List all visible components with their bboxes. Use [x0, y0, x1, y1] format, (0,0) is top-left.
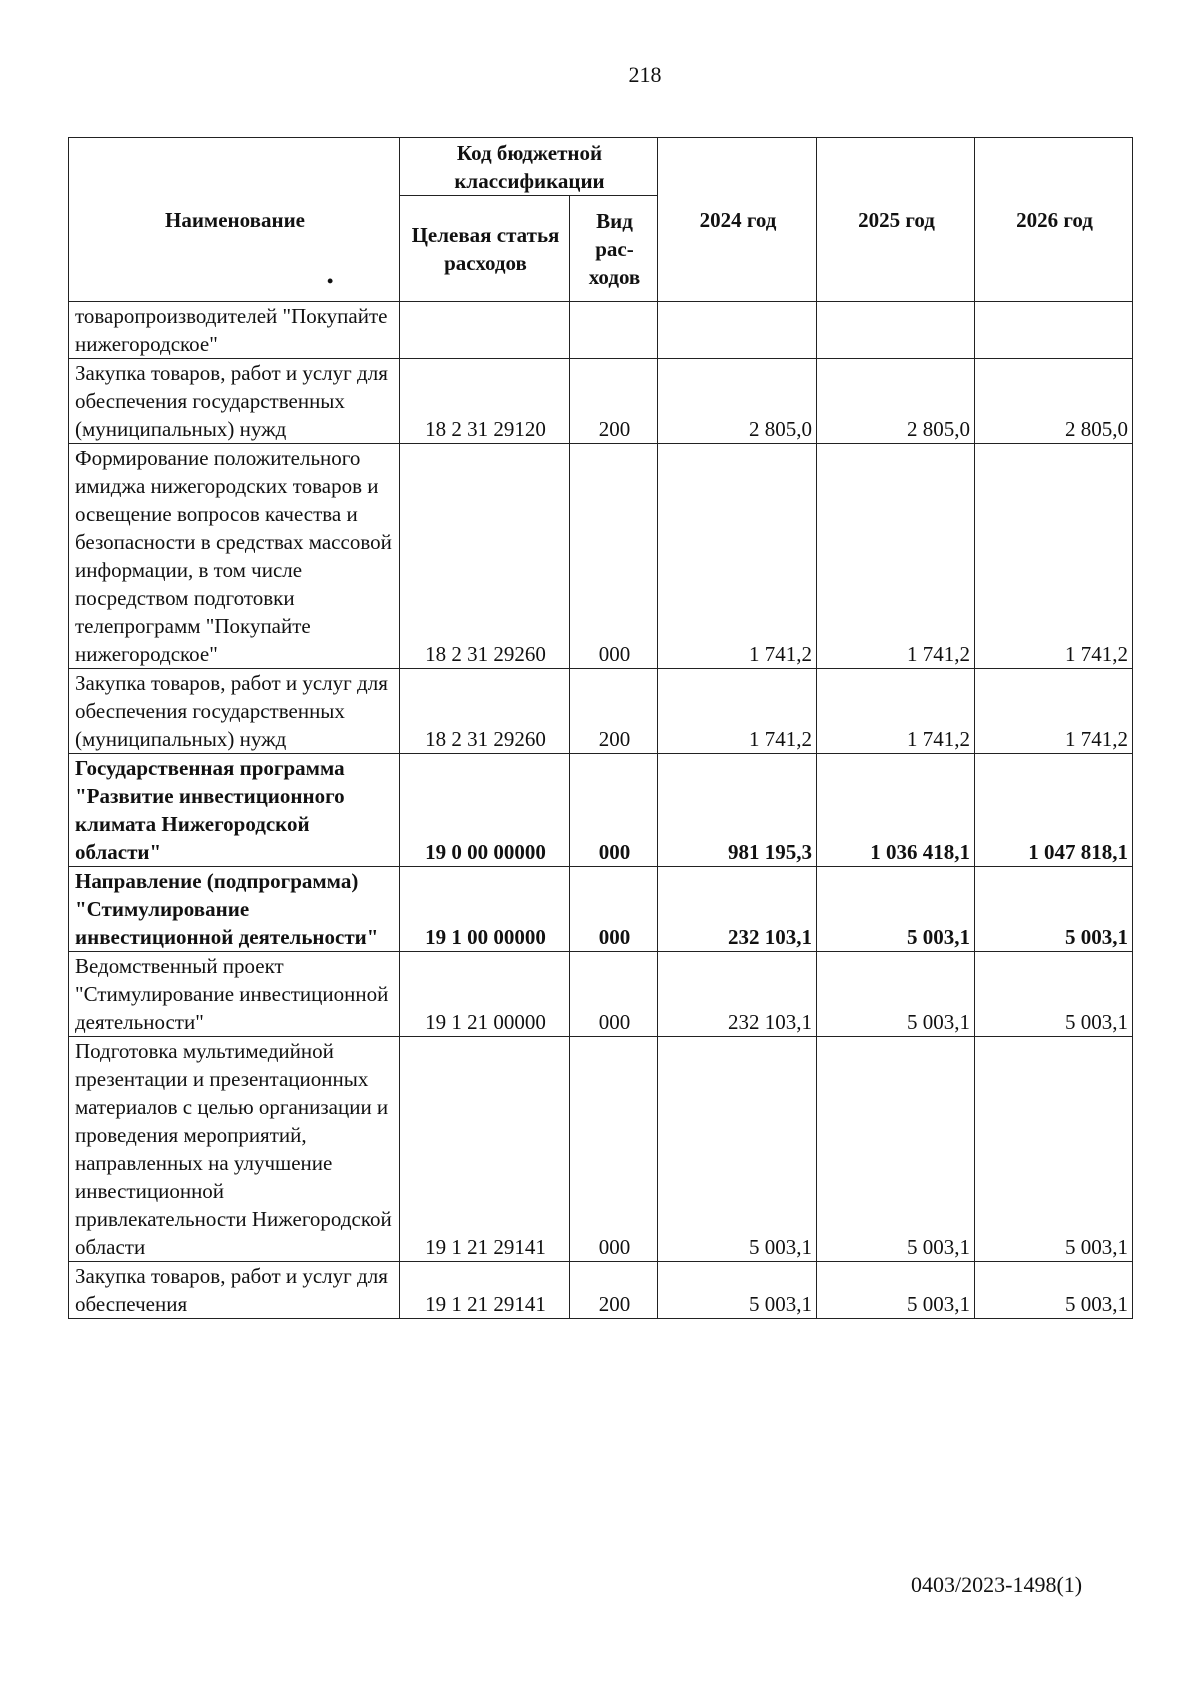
cell-2024	[658, 302, 817, 359]
cell-2026: 5 003,1	[975, 1037, 1133, 1262]
table-row	[69, 867, 1133, 952]
cell-expense-type: 000	[570, 754, 658, 867]
cell-2024: 1 741,2	[658, 669, 817, 754]
table-row	[69, 302, 1133, 359]
table-row	[69, 359, 1133, 444]
cell-target-article: 19 1 00 00000	[400, 867, 570, 952]
cell-2026: 5 003,1	[975, 952, 1133, 1037]
cell-2025: 5 003,1	[817, 952, 975, 1037]
cell-expense-type: 200	[570, 359, 658, 444]
table-row	[69, 952, 1133, 1037]
cell-2024: 232 103,1	[658, 867, 817, 952]
table-row	[69, 669, 1133, 754]
cell-2026: 1 741,2	[975, 444, 1133, 669]
cell-name: Закупка товаров, работ и услуг для обеспечения государственных (муниципальных) нужд	[69, 669, 400, 754]
header-code-group: Код бюджетной классификации	[400, 138, 658, 196]
cell-expense-type: 000	[570, 952, 658, 1037]
cell-expense-type: 000	[570, 867, 658, 952]
cell-2026: 1 047 818,1	[975, 754, 1133, 867]
cell-target-article: 18 2 31 29120	[400, 359, 570, 444]
cell-target-article: 18 2 31 29260	[400, 444, 570, 669]
document-id: 0403/2023-1498(1)	[911, 1572, 1083, 1597]
cell-2024: 5 003,1	[658, 1037, 817, 1262]
page-number: 218	[628, 62, 662, 87]
cell-2025: 1 036 418,1	[817, 754, 975, 867]
header-target-article: Целевая статья расходов	[400, 196, 570, 302]
cell-2025: 5 003,1	[817, 1037, 975, 1262]
cell-target-article: 19 1 21 29141	[400, 1262, 570, 1319]
cell-target-article	[400, 302, 570, 359]
cell-name: Ведомственный проект "Стимулирование инвестиционной деятельности"	[69, 952, 400, 1037]
cell-2025: 5 003,1	[817, 1262, 975, 1319]
cell-name: Государственная программа "Развитие инвестиционного климата Нижегородской области"	[69, 754, 400, 867]
cell-name: товаропроизводителей "Покупайте нижегородское"	[69, 302, 400, 359]
table-row	[69, 444, 1133, 669]
table-row	[69, 1262, 1133, 1319]
cell-name: Закупка товаров, работ и услуг для обеспечения	[69, 1262, 400, 1319]
cell-2025	[817, 302, 975, 359]
cell-2026	[975, 302, 1133, 359]
cell-expense-type: 000	[570, 444, 658, 669]
header-2024: 2024 год	[658, 138, 817, 302]
cell-target-article: 19 0 00 00000	[400, 754, 570, 867]
cell-expense-type	[570, 302, 658, 359]
cell-expense-type: 200	[570, 1262, 658, 1319]
header-name-label: Наименование	[165, 207, 305, 232]
cell-name: Формирование положительного имиджа нижегородских товаров и освещение вопросов качества и безопасности в средствах массовой информации, в том числе посредством подготовки телепрограмм "Покупайте нижегородское"	[69, 444, 400, 669]
cell-expense-type: 200	[570, 669, 658, 754]
header-2026: 2026 год	[975, 138, 1133, 302]
budget-table	[68, 137, 1133, 1319]
cell-name: Закупка товаров, работ и услуг для обеспечения государственных (муниципальных) нужд	[69, 359, 400, 444]
cell-name: Направление (подпрограмма) "Стимулирование инвестиционной деятельности"	[69, 867, 400, 952]
table-row	[69, 1037, 1133, 1262]
cell-2024: 1 741,2	[658, 444, 817, 669]
cell-target-article: 18 2 31 29260	[400, 669, 570, 754]
cell-2026: 2 805,0	[975, 359, 1133, 444]
cell-2025: 5 003,1	[817, 867, 975, 952]
header-2025: 2025 год	[817, 138, 975, 302]
cell-2025: 1 741,2	[817, 669, 975, 754]
cell-expense-type: 000	[570, 1037, 658, 1262]
stray-dot: •	[327, 271, 334, 291]
cell-2025: 2 805,0	[817, 359, 975, 444]
cell-2025: 1 741,2	[817, 444, 975, 669]
cell-2024: 981 195,3	[658, 754, 817, 867]
cell-2024: 232 103,1	[658, 952, 817, 1037]
cell-2026: 5 003,1	[975, 867, 1133, 952]
cell-2026: 5 003,1	[975, 1262, 1133, 1319]
header-expense-type: Вид рас-ходов	[570, 196, 658, 302]
cell-2026: 1 741,2	[975, 669, 1133, 754]
cell-target-article: 19 1 21 00000	[400, 952, 570, 1037]
cell-2024: 5 003,1	[658, 1262, 817, 1319]
header-name	[69, 138, 400, 302]
cell-target-article: 19 1 21 29141	[400, 1037, 570, 1262]
cell-name: Подготовка мультимедийной презентации и презентационных материалов с целью организации и проведения мероприятий, направленных на улучшение инвестиционной привлекательности Нижегородской области	[69, 1037, 400, 1262]
table-row	[69, 754, 1133, 867]
cell-2024: 2 805,0	[658, 359, 817, 444]
